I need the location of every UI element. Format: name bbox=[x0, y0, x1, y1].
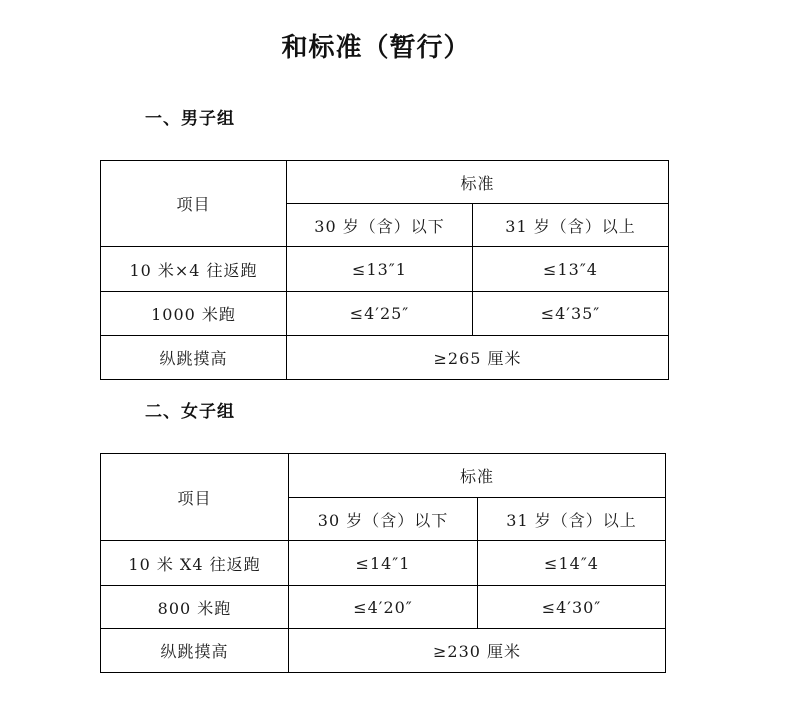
item-header-cell: 项目 bbox=[101, 161, 287, 247]
table-row bbox=[101, 629, 666, 673]
table-header-row bbox=[101, 454, 666, 498]
age-under-30-header: 30 岁（含）以下 bbox=[289, 498, 478, 541]
value-cell: ≤4′25″ bbox=[287, 292, 473, 336]
section-heading-men: 一、男子组 bbox=[145, 109, 235, 129]
item-cell: 10 米×4 往返跑 bbox=[101, 247, 287, 292]
item-cell: 纵跳摸高 bbox=[101, 336, 287, 380]
value-cell: ≤4′30″ bbox=[478, 586, 666, 629]
value-cell: ≤4′20″ bbox=[289, 586, 478, 629]
section-heading-women: 二、女子组 bbox=[145, 402, 235, 422]
standard-header-cell: 标准 bbox=[289, 454, 666, 498]
table-row bbox=[101, 336, 669, 380]
standards-table-women bbox=[100, 453, 666, 673]
table-header-row bbox=[101, 161, 669, 204]
age-under-30-header: 30 岁（含）以下 bbox=[287, 204, 473, 247]
merged-value-cell: ≥265 厘米 bbox=[287, 336, 669, 380]
item-cell: 1000 米跑 bbox=[101, 292, 287, 336]
value-cell: ≤14″1 bbox=[289, 541, 478, 586]
age-over-31-header: 31 岁（含）以上 bbox=[473, 204, 669, 247]
value-cell: ≤13″4 bbox=[473, 247, 669, 292]
item-cell: 10 米 X4 往返跑 bbox=[101, 541, 289, 586]
value-cell: ≤13″1 bbox=[287, 247, 473, 292]
item-header-cell: 项目 bbox=[101, 454, 289, 541]
item-cell: 800 米跑 bbox=[101, 586, 289, 629]
item-cell: 纵跳摸高 bbox=[101, 629, 289, 673]
age-over-31-header: 31 岁（含）以上 bbox=[478, 498, 666, 541]
merged-value-cell: ≥230 厘米 bbox=[289, 629, 666, 673]
value-cell: ≤4′35″ bbox=[473, 292, 669, 336]
table-row bbox=[101, 292, 669, 336]
table-row bbox=[101, 541, 666, 586]
document-title: 和标准（暂行） bbox=[281, 33, 471, 63]
table-row bbox=[101, 586, 666, 629]
standard-header-cell: 标准 bbox=[287, 161, 669, 204]
value-cell: ≤14″4 bbox=[478, 541, 666, 586]
table-row bbox=[101, 247, 669, 292]
standards-table-men bbox=[100, 160, 669, 380]
